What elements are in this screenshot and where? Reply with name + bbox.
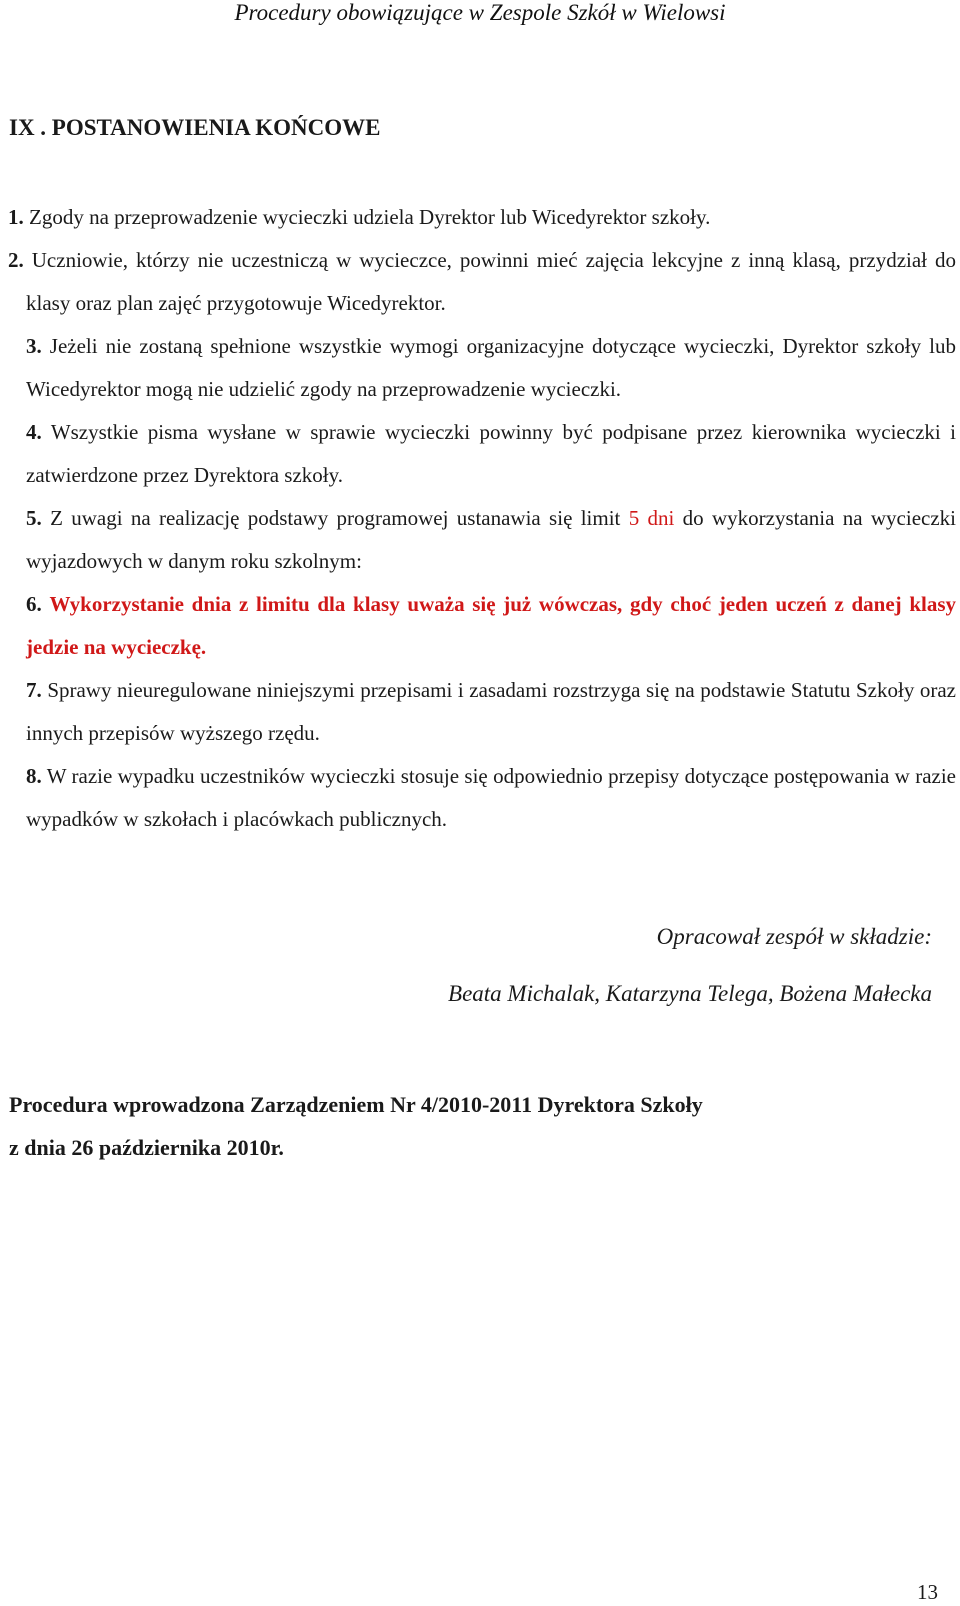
- item-number: 7.: [26, 678, 42, 702]
- list-item: [26, 755, 956, 841]
- procedure-note: [9, 1083, 909, 1169]
- item-text-emphasis: Wykorzystanie dnia z limitu dla klasy uważa się już wówczas, gdy choć jeden uczeń z danej klasy jedzie na wycieczkę.: [26, 592, 957, 659]
- item-number: 8.: [26, 764, 42, 788]
- item-text: W razie wypadku uczestników wycieczki stosuje się odpowiednio przepisy dotyczące postępowania w razie wypadków w szkołach i placówkach publicznych.: [26, 764, 956, 831]
- item-text: Uczniowie, którzy nie uczestniczą w wycieczce, powinni mieć zajęcia lekcyjne z inną klasą, przydział do klasy oraz plan zajęć przygotowuje Wicedyrektor.: [26, 248, 957, 315]
- list-item: [8, 196, 956, 239]
- page-number: 13: [917, 1580, 938, 1604]
- item-text: Wszystkie pisma wysłane w sprawie wycieczki powinny być podpisane przez kierownika wycieczki i zatwierdzone przez Dyrektora szkoły.: [26, 420, 956, 487]
- item-text: Sprawy nieuregulowane niniejszymi przepisami i zasadami rozstrzyga się na podstawie Statutu Szkoły oraz innych przepisów wyższego rzędu.: [26, 678, 957, 745]
- page-header: [0, 0, 960, 26]
- item-number: 1.: [8, 205, 24, 229]
- item-number: 3.: [26, 334, 42, 358]
- procedure-line-1: Procedura wprowadzona Zarządzeniem Nr 4/2010-2011 Dyrektora Szkoły: [9, 1092, 703, 1117]
- list-item: [26, 411, 956, 497]
- item-number: 4.: [26, 420, 42, 444]
- item-number: 6.: [26, 592, 42, 616]
- list-item: [8, 239, 957, 325]
- item-text: Jeżeli nie zostaną spełnione wszystkie wymogi organizacyjne dotyczące wycieczki, Dyrektor szkoły lub Wicedyrektor mogą nie udzielić zgody na przeprowadzenie wycieczki.: [26, 334, 956, 401]
- list-item: [26, 669, 956, 755]
- item-text-before: Z uwagi na realizację podstawy programowej ustanawia się limit: [50, 506, 629, 530]
- list-item: [26, 497, 956, 583]
- item-number: 5.: [26, 506, 42, 530]
- item-number: 2.: [8, 248, 24, 272]
- header-title: Procedury obowiązujące w Zespole Szkół w Wielowsi: [234, 0, 726, 25]
- signature-names: Beata Michalak, Katarzyna Telega, Bożena Małecka: [448, 981, 932, 1006]
- list-item: [26, 325, 956, 411]
- limit-highlight: 5 dni: [628, 506, 675, 530]
- item-text-after: do wykorzystania na wycieczki wyjazdowych w danym roku szkolnym:: [26, 506, 956, 573]
- item-text: Zgody na przeprowadzenie wycieczki udziela Dyrektor lub Wicedyrektor szkoły.: [29, 205, 711, 229]
- signature-title: Opracował zespół w składzie:: [656, 924, 932, 949]
- section-title: IX . POSTANOWIENIA KOŃCOWE: [9, 115, 381, 140]
- procedure-line-2: z dnia 26 października 2010r.: [9, 1135, 284, 1160]
- provisions-list: [8, 196, 957, 841]
- list-item: [26, 583, 956, 669]
